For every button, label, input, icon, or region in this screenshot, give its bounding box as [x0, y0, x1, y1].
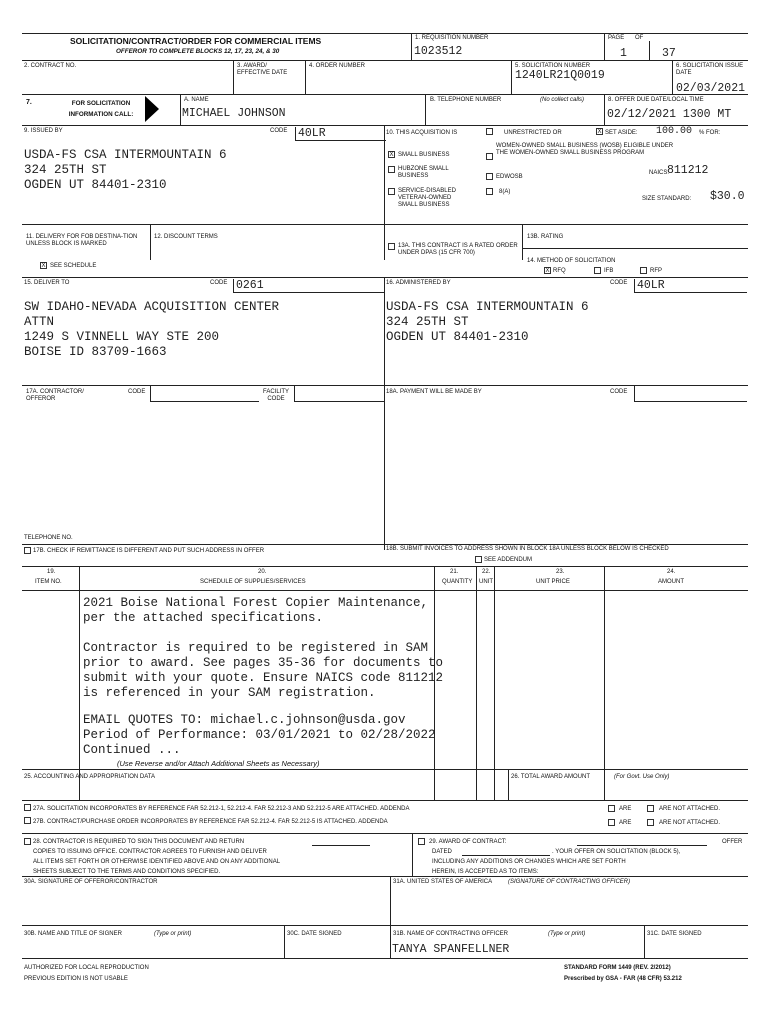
arrow-right-icon — [145, 96, 159, 122]
contracting-officer-note: (Type or print) — [548, 931, 586, 937]
schedule-line-10: Period of Performance: 03/01/2021 to 02/28/2022 — [83, 728, 436, 742]
form-subtitle: OFFEROR TO COMPLETE BLOCKS 12, 17, 23, 24, & 30 — [116, 48, 280, 55]
rfp-label: RFP — [650, 268, 662, 274]
sdvosb-checkbox[interactable] — [388, 188, 395, 195]
hubzone-checkbox[interactable] — [388, 166, 395, 173]
27a-not-checkbox[interactable] — [647, 805, 654, 812]
rated-order-checkbox[interactable] — [388, 243, 395, 250]
29-checkbox[interactable] — [418, 838, 425, 845]
form-sf1449 — [22, 33, 748, 993]
signer-name-note: (Type or print) — [154, 931, 192, 937]
col-21-num: 21. — [450, 569, 459, 575]
method-label: 14. METHOD OF SOLICITATION — [527, 258, 616, 264]
col-24-num: 24. — [667, 569, 676, 575]
schedule-line-9: EMAIL QUOTES TO: michael.c.johnson@usda.gov — [83, 713, 406, 727]
col-20-schedule: SCHEDULE OF SUPPLIES/SERVICES — [200, 579, 306, 585]
date-signed-30c-label: 30C. DATE SIGNED — [287, 931, 342, 937]
payment-label: 18A. PAYMENT WILL BE MADE BY — [386, 389, 482, 395]
deliver-code[interactable]: 0261 — [233, 279, 384, 293]
small-business-checkbox[interactable]: X — [389, 152, 394, 158]
contractor-code-field[interactable] — [150, 386, 259, 402]
edwosb-checkbox[interactable] — [486, 173, 493, 180]
total-award-label: 26. TOTAL AWARD AMOUNT — [511, 774, 591, 780]
facility-code-label: FACILITY CODE — [262, 389, 289, 402]
rated-order-label: 13A. THIS CONTRACT IS A RATED ORDER UNDER DPAS (15 CFR 700) — [398, 243, 518, 256]
deliver-line-3: 1249 S VINNELL WAY STE 200 — [24, 330, 220, 344]
contracting-officer-name[interactable]: TANYA SPANFELLNER — [392, 943, 510, 956]
28-line-4: SHEETS SUBJECT TO THE TERMS AND CONDITIONS SPECIFIED. — [33, 869, 221, 875]
contractor-code-label: CODE — [128, 389, 146, 395]
28-line-1: 28. CONTRACTOR IS REQUIRED TO SIGN THIS DOCUMENT AND RETURN — [33, 839, 245, 845]
schedule-line-1: 2021 Boise National Forest Copier Maintenance, — [83, 596, 429, 610]
29-contract-field[interactable] — [577, 845, 707, 846]
28-checkbox[interactable] — [24, 838, 31, 845]
page-number: 1 — [620, 47, 627, 60]
col-19-num: 19. — [47, 569, 56, 575]
info-call-label: FOR SOLICITATION INFORMATION CALL: — [68, 100, 134, 118]
discount-terms-label: 12. DISCOUNT TERMS — [154, 234, 218, 240]
schedule-line-7: is referenced in your SAM registration. — [83, 686, 376, 700]
ifb-label: IFB — [604, 268, 614, 274]
see-schedule-checkbox[interactable]: X — [41, 263, 46, 269]
form-title: SOLICITATION/CONTRACT/ORDER FOR COMMERCIAL ITEMS — [70, 36, 322, 46]
rating-label: 13B. RATING — [527, 234, 564, 240]
unrestricted-checkbox[interactable] — [486, 128, 493, 135]
rfq-label: RFQ — [553, 268, 566, 274]
accounting-label: 25. ACCOUNTING AND APPROPRIATION DATA — [24, 774, 156, 780]
telephone-no-label: TELEPHONE NO. — [24, 535, 73, 541]
signature-contractor-label: 30A. SIGNATURE OF OFFEROR/CONTRACTOR — [24, 879, 158, 885]
size-standard-label: SIZE STANDARD: — [642, 196, 692, 202]
28-line-2: COPIES TO ISSUING OFFICE. CONTRACTOR AGREES TO FURNISH AND DELIVER — [33, 849, 267, 855]
contract-no-label: 2. CONTRACT NO. — [24, 63, 77, 69]
solicitation-number-label: 5. SOLICITATION NUMBER — [515, 63, 591, 69]
page-label: PAGE — [608, 35, 625, 41]
signature-usa-label: 31A. UNITED STATES OF AMERICA — [393, 879, 493, 885]
28-copies-field[interactable] — [312, 845, 370, 846]
edwosb-label: EDWOSB — [496, 174, 523, 180]
deliver-to-label: 15. DELIVER TO — [24, 280, 70, 286]
deliver-line-1: SW IDAHO-NEVADA ACQUISITION CENTER — [24, 300, 280, 314]
issued-code-label: CODE — [270, 128, 288, 134]
size-standard[interactable]: $30.0 — [710, 190, 745, 203]
27b-not-checkbox[interactable] — [647, 819, 654, 826]
27a-are-label: ARE — [619, 806, 632, 812]
27b-checkbox[interactable] — [24, 817, 31, 824]
col-20-num: 20. — [258, 569, 267, 575]
deliver-line-2: ATTN — [24, 315, 55, 329]
29-line-3: INCLUDING ANY ADDITIONS OR CHANGES WHICH ARE SET FORTH — [432, 859, 626, 865]
solicitation-number[interactable]: 1240LR21Q0019 — [515, 69, 605, 82]
27a-label: 27A. SOLICITATION INCORPORATES BY REFERENCE FAR 52.212-1, 52.212-4. FAR 52.212-3 AND 52.212-5 ARE ATTACHED. ADDENDA — [33, 806, 410, 812]
schedule-line-2: per the attached specifications. — [83, 611, 324, 625]
facility-code-field[interactable] — [294, 386, 385, 402]
naics-code[interactable]: 811212 — [667, 164, 709, 177]
date-signed-31c-label: 31C. DATE SIGNED — [647, 931, 702, 937]
block-7-number: 7. — [26, 99, 32, 106]
27b-are-label: ARE — [619, 820, 632, 826]
award-date-label: 3. AWARD/ EFFECTIVE DATE — [237, 63, 288, 76]
small-business-label: SMALL BUSINESS — [398, 152, 450, 158]
8a-checkbox[interactable] — [486, 188, 493, 195]
admin-code[interactable]: 40LR — [634, 279, 747, 293]
payment-code-label: CODE — [610, 389, 628, 395]
29-dated-label: DATED — [432, 849, 452, 855]
27b-not-label: ARE NOT ATTACHED. — [659, 820, 721, 826]
schedule-note: (Use Reverse and/or Attach Additional Sheets as Necessary) — [117, 759, 320, 768]
rfq-checkbox[interactable]: X — [545, 268, 550, 274]
27a-not-label: ARE NOT ATTACHED. — [659, 806, 721, 812]
addendum-checkbox[interactable] — [475, 556, 482, 563]
setaside-label: SET ASIDE: — [605, 130, 638, 136]
wosb-checkbox[interactable] — [486, 153, 493, 160]
order-number-label: 4. ORDER NUMBER — [309, 63, 366, 69]
setaside-percent[interactable]: 100.00 — [656, 126, 693, 137]
footer-form-number: STANDARD FORM 1449 (REV. 2/2012) — [564, 965, 671, 971]
administered-by-label: 16. ADMINISTERED BY — [386, 280, 451, 286]
27b-label: 27B. CONTRACT/PURCHASE ORDER INCORPORATES BY REFERENCE FAR 52.212-4. FAR 52.212-5 IS ATTACHED. ADDENDA — [33, 819, 388, 825]
29-line-4: HEREIN, IS ACCEPTED AS TO ITEMS: — [432, 869, 539, 875]
hubzone-label: HUBZONE SMALL BUSINESS — [398, 166, 449, 179]
schedule-line-4: Contractor is required to be registered in SAM — [83, 641, 429, 655]
setaside-checkbox[interactable]: X — [597, 129, 602, 135]
acquisition-label: 10. THIS ACQUISITION IS — [386, 130, 458, 136]
deliver-code-label: CODE — [210, 280, 228, 286]
admin-code-label: CODE — [610, 280, 628, 286]
of-label: OF — [635, 35, 644, 41]
contractor-label: 17A. CONTRACTOR/ OFFEROR — [26, 389, 84, 402]
27a-are-checkbox[interactable] — [608, 805, 615, 812]
29-offer-label: OFFER — [722, 839, 743, 845]
col-22-num: 22. — [482, 569, 491, 575]
unrestricted-label: UNRESTRICTED OR — [504, 130, 562, 136]
rfp-checkbox[interactable] — [640, 267, 647, 274]
signature-usa-note: (SIGNATURE OF CONTRACTING OFFICER) — [508, 879, 631, 885]
issue-date-label: 6. SOLICITATION ISSUE DATE — [676, 63, 744, 76]
naics-label: NAICS: — [649, 170, 670, 176]
issued-line-3: OGDEN UT 84401-2310 — [24, 178, 167, 192]
28-line-3: ALL ITEMS SET FORTH OR OTHERWISE IDENTIFIED ABOVE AND ON ANY ADDITIONAL — [33, 859, 281, 865]
27b-are-checkbox[interactable] — [608, 819, 615, 826]
29-line-1: 29. AWARD OF CONTRACT: — [429, 839, 507, 845]
requisition-number[interactable]: 1023512 — [414, 45, 463, 58]
sdvosb-label: SERVICE-DISABLED VETERAN-OWNED SMALL BUSINESS — [398, 188, 456, 208]
contracting-officer-label: 31B. NAME OF CONTRACTING OFFICER — [393, 931, 509, 937]
col-24-amount: AMOUNT — [658, 579, 684, 585]
ifb-checkbox[interactable] — [594, 267, 601, 274]
col-21-quantity: QUANTITY — [442, 579, 473, 585]
schedule-line-6: submit with your quote. Ensure NAICS code 811212 — [83, 671, 444, 685]
see-schedule-label: SEE SCHEDULE — [50, 263, 97, 269]
due-date[interactable]: 02/12/2021 1300 MT — [607, 108, 732, 121]
delivery-label: 11. DELIVERY FOR FOB DESTINA-TION UNLESS BLOCK IS MARKED — [26, 234, 138, 247]
col-22-unit: UNIT — [479, 579, 493, 585]
remittance-label: 17B. CHECK IF REMITTANCE IS DIFFERENT AND PUT SUCH ADDRESS IN OFFER — [33, 548, 265, 554]
percent-for-label: % FOR: — [699, 130, 721, 136]
telephone-label: B. TELEPHONE NUMBER — [430, 97, 502, 103]
collect-note: (No collect calls) — [540, 97, 585, 103]
schedule-line-11: Continued ... — [83, 743, 181, 757]
col-23-num: 23. — [556, 569, 565, 575]
addendum-label: SEE ADDENDUM — [484, 557, 533, 563]
wosb-label: WOMEN-OWNED SMALL BUSINESS (WOSB) ELIGIBLE UNDER THE WOMEN-OWNED SMALL BUSINESS PROGRAM — [496, 143, 674, 156]
submit-invoices-label: 18B. SUBMIT INVOICES TO ADDRESS SHOWN IN BLOCK 18A UNLESS BLOCK BELOW IS CHECKED — [386, 546, 669, 552]
name-label: A. NAME — [184, 97, 209, 103]
issued-line-2: 324 25TH ST — [24, 163, 107, 177]
footer-prescribed: Prescribed by GSA - FAR (48 CFR) 53.212 — [564, 976, 682, 982]
signer-name-label: 30B. NAME AND TITLE OF SIGNER — [24, 931, 122, 937]
page-total: 37 — [662, 47, 676, 60]
admin-line-3: OGDEN UT 84401-2310 — [386, 330, 529, 344]
issued-code[interactable]: 40LR — [295, 127, 386, 141]
schedule-line-5: prior to award. See pages 35-36 for documents to — [83, 656, 444, 670]
contact-name[interactable]: MICHAEL JOHNSON — [182, 107, 286, 120]
issued-line-1: USDA-FS CSA INTERMOUNTAIN 6 — [24, 148, 227, 162]
col-23-unit-price: UNIT PRICE — [536, 579, 570, 585]
admin-line-1: USDA-FS CSA INTERMOUNTAIN 6 — [386, 300, 589, 314]
footer-authorized: AUTHORIZED FOR LOCAL REPRODUCTION — [24, 965, 149, 971]
29-line-2: . YOUR OFFER ON SOLICITATION (BLOCK 5), — [552, 849, 681, 855]
requisition-label: 1. REQUISITION NUMBER — [415, 35, 489, 41]
issue-date[interactable]: 02/03/2021 — [676, 82, 746, 95]
remittance-checkbox[interactable] — [24, 547, 31, 554]
deliver-line-4: BOISE ID 83709-1663 — [24, 345, 167, 359]
27a-checkbox[interactable] — [24, 804, 31, 811]
issued-by-label: 9. ISSUED BY — [24, 128, 63, 134]
8a-label: 8(A) — [499, 189, 511, 195]
payment-code-field[interactable] — [634, 386, 747, 402]
total-award-note: (For Govt. Use Only) — [614, 774, 670, 780]
admin-line-2: 324 25TH ST — [386, 315, 469, 329]
col-19-item: ITEM NO. — [35, 579, 62, 585]
29-dated-field[interactable] — [462, 855, 550, 856]
due-date-label: 8. OFFER DUE DATE/LOCAL TIME — [608, 97, 704, 103]
footer-previous: PREVIOUS EDITION IS NOT USABLE — [24, 976, 128, 982]
